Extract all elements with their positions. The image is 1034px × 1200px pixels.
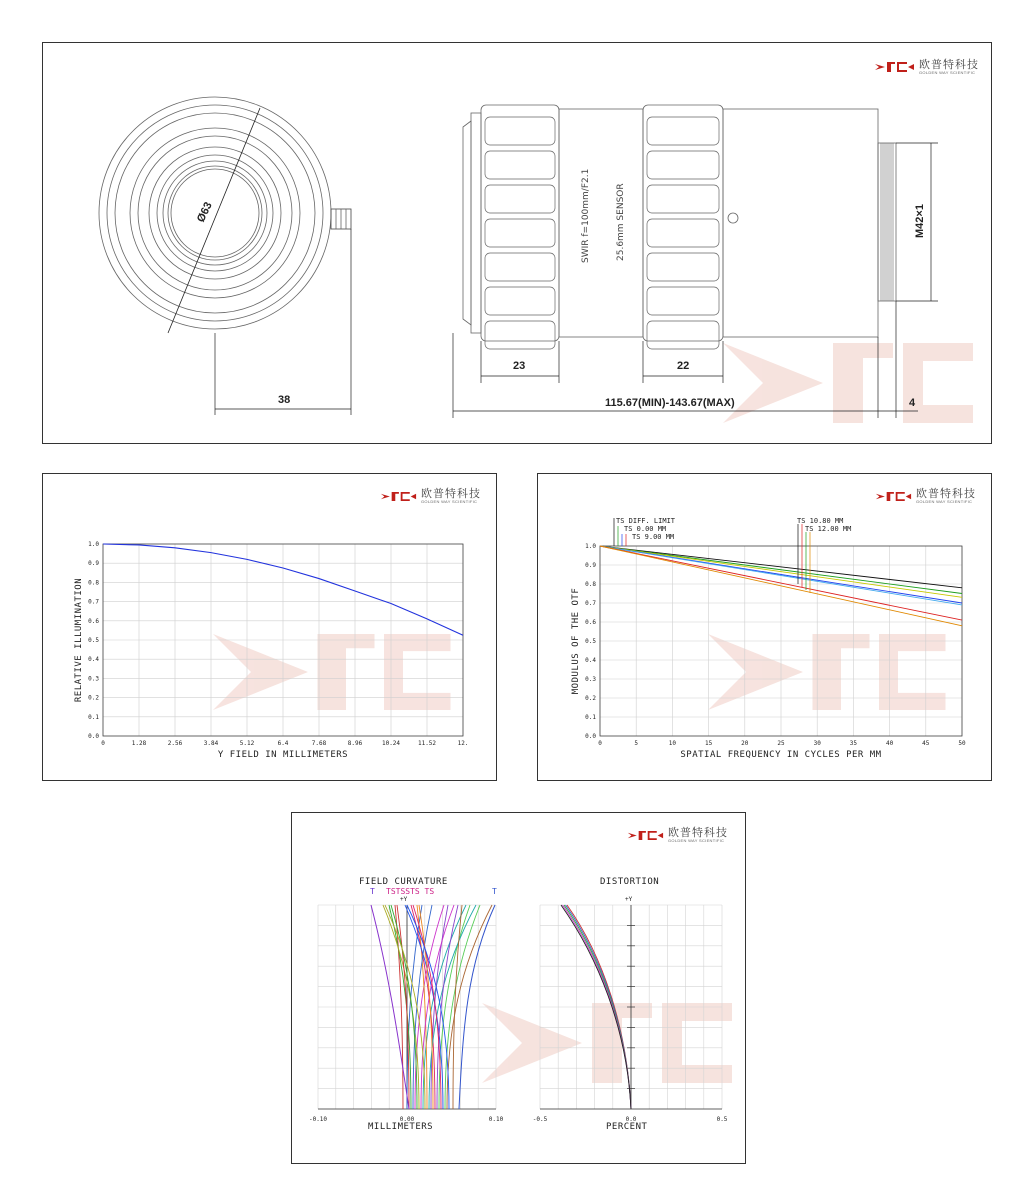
side-view (463, 105, 896, 341)
dim-38 (215, 229, 351, 415)
knurl-rib (647, 253, 719, 281)
knurl-rib (485, 287, 555, 315)
illum-y-tick: 0.0 (88, 733, 99, 740)
knurl-rib (485, 117, 555, 145)
field-legend-t1: T (370, 887, 375, 896)
knurl-rib (485, 151, 555, 179)
illum-x-tick: 6.4 (277, 740, 289, 747)
knurl-rib (647, 185, 719, 213)
illum-y-tick: 0.2 (88, 694, 99, 702)
illum-x-tick: 3.84 (203, 740, 219, 747)
knurl-rib (485, 185, 555, 213)
aberration-panel (291, 812, 746, 1164)
illum-y-tick: 0.1 (88, 713, 99, 721)
knurl-rib (647, 287, 719, 315)
mtf-ylabel: MODULUS OF THE OTF (571, 587, 581, 695)
mtf-legend-2: TS 0.00 MM (624, 525, 667, 533)
field-legend-mid: TSTSSTS TS (386, 887, 435, 896)
mtf-y-tick: 0.5 (585, 638, 596, 645)
knurl-rib (647, 151, 719, 179)
illum-y-tick: 0.8 (88, 579, 99, 587)
watermark-mark (708, 634, 946, 710)
illum-x-tick: 1.28 (131, 740, 147, 747)
illumination-panel (42, 473, 497, 781)
mtf-legend-1: TS DIFF. LIMIT (616, 517, 676, 525)
illum-x-tick: 10.24 (381, 740, 401, 747)
mtf-x-tick: 20 (741, 740, 749, 747)
back-focal-label: 4 (909, 397, 916, 409)
knurl-rib (647, 321, 719, 349)
illum-y-tick: 0.3 (88, 675, 99, 683)
illum-x-tick: 0 (101, 740, 105, 747)
illum-x-tick: 12. (457, 740, 469, 747)
length-label: 115.67(MIN)-143.67(MAX) (605, 397, 735, 409)
illumination-chart (43, 474, 496, 780)
thread (881, 143, 893, 301)
mtf-panel (537, 473, 992, 781)
mtf-y-tick: 0.3 (585, 676, 596, 683)
mtf-x-tick: 15 (704, 740, 713, 747)
thread-label: M42×1 (914, 204, 926, 238)
knurl-rib (647, 117, 719, 145)
mtf-x-tick: 50 (958, 740, 966, 747)
mtf-x-tick: 40 (885, 740, 894, 747)
knurl-ribs (485, 117, 719, 349)
field-x-tick: 0.10 (488, 1116, 504, 1123)
illum-y-tick: 0.5 (88, 637, 99, 644)
aberration-charts (292, 813, 745, 1163)
mtf-y-tick: 0.1 (585, 714, 596, 721)
mtf-y-tick: 0.7 (585, 600, 596, 607)
dim-23-label: 23 (513, 360, 526, 372)
illum-x-tick: 2.56 (167, 740, 183, 747)
distortion-title: DISTORTION (600, 877, 660, 887)
brand-name-cn: 欧普特科技 (668, 826, 728, 839)
knurl-rib (485, 253, 555, 281)
mtf-xlabel: SPATIAL FREQUENCY IN CYCLES PER MM (680, 750, 882, 760)
mtf-y-tick: 0.2 (585, 695, 596, 702)
knurl-rib (485, 219, 555, 247)
illum-y-tick: 0.7 (88, 598, 99, 606)
diameter-label: Ø63 (194, 200, 215, 225)
distortion-x-tick: 0.5 (716, 1116, 728, 1123)
illum-y-tick: 1.0 (88, 541, 99, 548)
field-x-tick: 0.00 (399, 1116, 415, 1123)
mtf-legend-4: TS 10.80 MM (797, 517, 844, 525)
mechanical-drawing (43, 43, 991, 443)
distortion-x-tick: -0.5 (532, 1116, 548, 1123)
side-dimension-lines (453, 143, 938, 418)
mtf-y-tick: 0.4 (585, 657, 596, 664)
field-xlabel: MILLIMETERS (368, 1122, 434, 1132)
watermark-mark (482, 1003, 732, 1083)
mtf-x-tick: 10 (668, 740, 677, 747)
field-title: FIELD CURVATURE (359, 877, 448, 887)
mtf-y-tick: 0.9 (585, 562, 596, 569)
mtf-y-tick: 0.6 (585, 619, 596, 626)
diameter-line (168, 108, 260, 333)
mtf-x-tick: 0 (598, 740, 602, 747)
mtf-legend-5: TS 12.00 MM (805, 525, 852, 533)
mtf-x-tick: 30 (813, 740, 821, 747)
illum-x-tick: 11.52 (417, 740, 437, 747)
illum-x-tick: 7.68 (311, 740, 327, 747)
watermark-mark (213, 634, 451, 710)
mtf-y-tick: 1.0 (585, 543, 596, 550)
knurl-rib (485, 321, 555, 349)
illum-y-tick: 0.6 (88, 617, 99, 625)
field-axis-label: +Y (400, 896, 408, 903)
field-x-tick: -0.10 (308, 1116, 328, 1123)
distortion-axis-label: +Y (625, 896, 633, 903)
brand-name-en: GOLDEN WAY SCIENTIFIC (668, 838, 725, 843)
illum-y-tick: 0.9 (88, 560, 99, 568)
drawing-panel (42, 42, 992, 444)
field-legend-t2: T (492, 887, 497, 896)
lens-text-2: 25.6mm SENSOR (616, 183, 626, 261)
mtf-y-tick: 0.8 (585, 581, 596, 588)
brand-name-en: GOLDEN WAY SCIENTIFIC (916, 499, 973, 504)
illum-x-tick: 5.12 (239, 740, 255, 747)
mtf-x-tick: 35 (849, 740, 858, 747)
distortion-xlabel: PERCENT (606, 1122, 648, 1132)
brand-name-cn: 欧普特科技 (421, 487, 481, 500)
brand-name-en: GOLDEN WAY SCIENTIFIC (421, 499, 478, 504)
lens-text-1: SWIR f=100mm/F2.1 (581, 168, 591, 263)
mtf-x-tick: 45 (922, 740, 930, 747)
dim-22-label: 22 (677, 360, 690, 372)
mtf-legend-3: TS 9.00 MM (632, 533, 675, 541)
front-view (99, 97, 351, 329)
mtf-chart (538, 474, 991, 780)
brand-name-cn: 欧普特科技 (916, 487, 976, 500)
dim-38-label: 38 (278, 394, 291, 406)
distortion-x-tick: 0.0 (625, 1116, 637, 1123)
knurl-rib (647, 219, 719, 247)
mtf-x-tick: 25 (777, 740, 785, 747)
illum-ylabel: RELATIVE ILLUMINATION (74, 577, 84, 703)
brand-name-en: GOLDEN WAY SCIENTIFIC (919, 70, 976, 75)
illum-y-tick: 0.4 (88, 656, 99, 664)
illum-xlabel: Y FIELD IN MILLIMETERS (217, 750, 349, 760)
illum-x-tick: 8.96 (347, 740, 363, 747)
brand-name-cn: 欧普特科技 (919, 58, 979, 71)
mtf-y-tick: 0.0 (585, 733, 596, 740)
mtf-x-tick: 5 (634, 740, 639, 747)
